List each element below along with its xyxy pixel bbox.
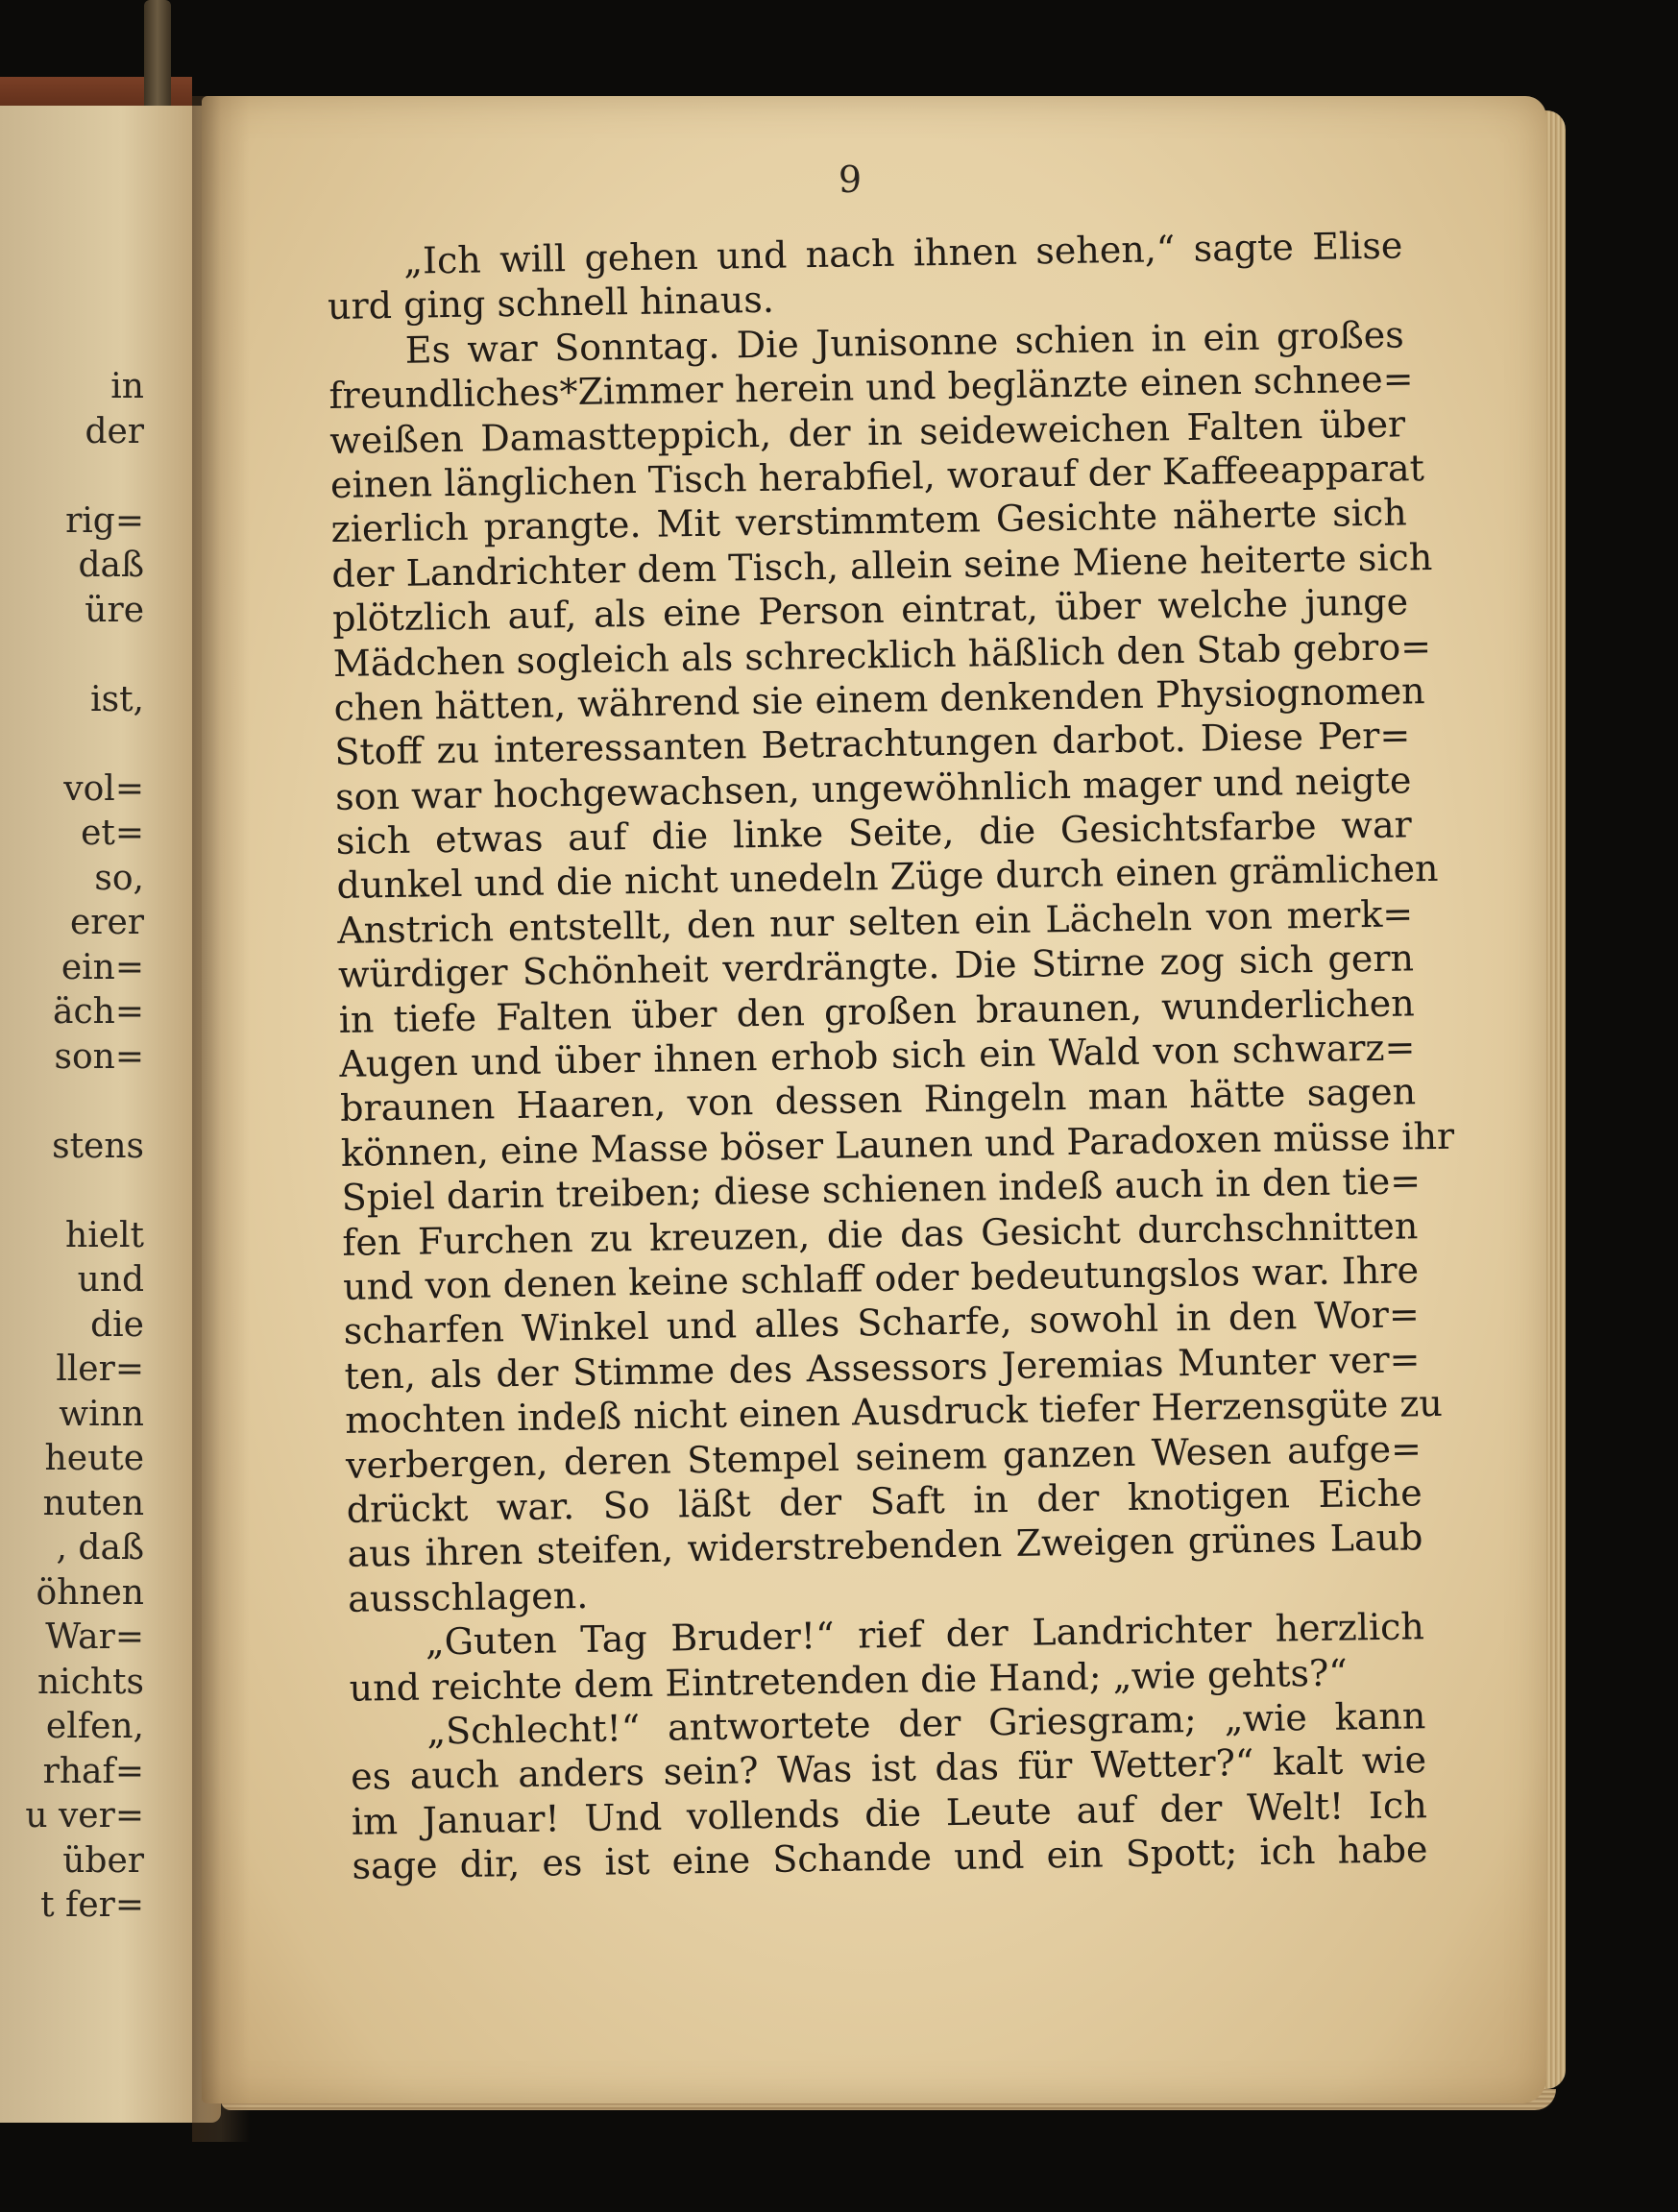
text-line: und von denen keine schlaff oder bedeutungslos war. Ihre: [342, 1249, 1420, 1308]
body-text: [327, 223, 1455, 1888]
text-line: braunen Haaren, von dessen Ringeln man hätte sagen: [339, 1070, 1417, 1130]
text-line: Mädchen sogleich als schrecklich häßlich den Stab gebro=: [332, 624, 1432, 685]
text-line: zierlich prangte. Mit verstimmtem Gesichte näherte sich: [330, 491, 1407, 551]
text-line: chen hätten, während sie einem denkenden Physiognomen: [333, 669, 1425, 729]
previous-page-line: öhnen: [36, 1572, 144, 1613]
previous-page-line: der: [85, 411, 144, 451]
previous-page-line: nichts: [37, 1662, 144, 1702]
text-line: „Schlecht!“ antwortete der Griesgram; „wie kann: [426, 1694, 1426, 1753]
previous-page-line: [0, 633, 144, 678]
text-line: der Landrichter dem Tisch, allein seine Miene heiterte sich: [331, 535, 1433, 596]
text-line: aus ihren steifen, widerstrebenden Zweigen grünes Laub: [347, 1516, 1423, 1576]
text-line: sage dir, es ist eine Schande und ein Spott; ich habe: [352, 1828, 1428, 1887]
text-line: in tiefe Falten über den großen braunen, wunderlichen: [338, 981, 1415, 1041]
text-line: Stoff zu interessanten Betrachtungen darbot. Diese Per=: [334, 714, 1411, 774]
previous-page-line: die: [90, 1304, 144, 1345]
text-line: Augen und über ihnen erhob sich ein Wald von schwarz=: [339, 1026, 1416, 1085]
previous-page-line: daß: [78, 546, 144, 585]
text-line: weißen Damastteppich, der in seideweichen Falten über: [328, 401, 1406, 462]
previous-page-line: elfen,: [45, 1707, 144, 1746]
previous-page-line: t fer=: [40, 1885, 144, 1925]
previous-page-line: rhaf=: [42, 1751, 144, 1791]
previous-page-line: rig=: [65, 500, 144, 541]
text-line: drückt war. So läßt der Saft in der knotigen Eiche: [346, 1471, 1423, 1531]
previous-page-line: vol=: [63, 768, 144, 809]
previous-page-line: et=: [81, 814, 144, 853]
text-line: fen Furchen zu kreuzen, die das Gesicht durchschnitten: [342, 1203, 1419, 1264]
text-line: plötzlich auf, als eine Person eintrat, über welche junge: [331, 580, 1409, 641]
previous-page-line: üre: [85, 590, 144, 630]
previous-page-line: in: [110, 367, 144, 406]
text-line: können, eine Masse böser Launen und Paradoxen müsse ihr: [340, 1114, 1455, 1175]
previous-page-line: son=: [54, 1036, 144, 1077]
previous-page-line: u ver=: [25, 1796, 144, 1835]
previous-page-line: und: [77, 1260, 144, 1300]
text-line: mochten indeß nicht einen Ausdruck tiefer Herzensgüte zu: [344, 1382, 1444, 1443]
text-line: verbergen, deren Stempel seinem ganzen Wesen aufge=: [345, 1426, 1423, 1487]
previous-page-line: so,: [94, 858, 144, 898]
previous-page-line: äch=: [53, 992, 144, 1032]
previous-page-line: ist,: [90, 679, 144, 719]
previous-page-line: stens: [52, 1126, 144, 1166]
previous-page-line: nuten: [42, 1483, 144, 1523]
text-line: sich etwas auf die linke Seite, die Gesichtsfarbe war: [335, 803, 1413, 863]
text-line: Es war Sonntag. Die Junisonne schien in ein großes: [404, 313, 1405, 372]
previous-page-line: War=: [45, 1617, 144, 1657]
text-line: ausschlagen.: [347, 1573, 589, 1620]
page-number: 9: [838, 158, 863, 201]
previous-page-line: [0, 722, 144, 767]
text-line: dunkel und die nicht unedeln Züge durch einen grämlichen: [336, 847, 1439, 908]
book-gutter: [192, 96, 250, 2142]
binding-string: [144, 0, 171, 115]
text-line: son war hochgewachsen, ungewöhnlich mager und neigte: [334, 759, 1412, 818]
text-line: ten, als der Stimme des Assessors Jeremias Munter ver=: [344, 1338, 1421, 1398]
previous-page-line: , daß: [56, 1528, 144, 1568]
text-line: im Januar! Und vollends die Leute auf der Welt! Ich: [351, 1783, 1428, 1843]
previous-page-line: winn: [59, 1394, 144, 1434]
text-line: freundliches*Zimmer herein und beglänzte einen schnee=: [328, 357, 1414, 418]
text-line: „Guten Tag Bruder!“ rief der Landrichter herzlich: [425, 1605, 1425, 1664]
previous-page-line: heute: [44, 1439, 144, 1478]
previous-page-line: hielt: [65, 1215, 144, 1255]
previous-page-line: erer: [69, 903, 144, 942]
previous-page-line: [0, 1080, 144, 1125]
previous-page-line: ein=: [61, 947, 144, 987]
text-line: würdiger Schönheit verdrängte. Die Stirne zog sich gern: [337, 936, 1415, 997]
previous-page-line: [0, 1169, 144, 1214]
text-line: „Ich will gehen und nach ihnen sehen,“ sagte Elise: [403, 224, 1403, 282]
text-line: Anstrich entstellt, den nur selten ein Lächeln von merk=: [336, 892, 1414, 952]
previous-page: [0, 106, 221, 2123]
text-line: Spiel darin treiben; diese schienen indeß auch in den tie=: [341, 1159, 1422, 1220]
previous-page-text: [0, 365, 144, 1929]
previous-page-line: über: [62, 1840, 144, 1881]
text-line: urd ging schnell hinaus.: [327, 279, 775, 328]
text-line: es auch anders sein? Was ist das für Wetter?“ kalt wie: [350, 1738, 1427, 1799]
text-line: und reichte dem Eintretenden die Hand; „wie gehts?“: [349, 1650, 1349, 1710]
previous-page-line: ller=: [56, 1349, 144, 1389]
previous-page-line: [0, 454, 144, 499]
text-line: einen länglichen Tisch herabfiel, worauf der Kaffeeapparat: [329, 447, 1425, 506]
text-line: scharfen Winkel und alles Scharfe, sowohl in den Wor=: [343, 1293, 1421, 1353]
